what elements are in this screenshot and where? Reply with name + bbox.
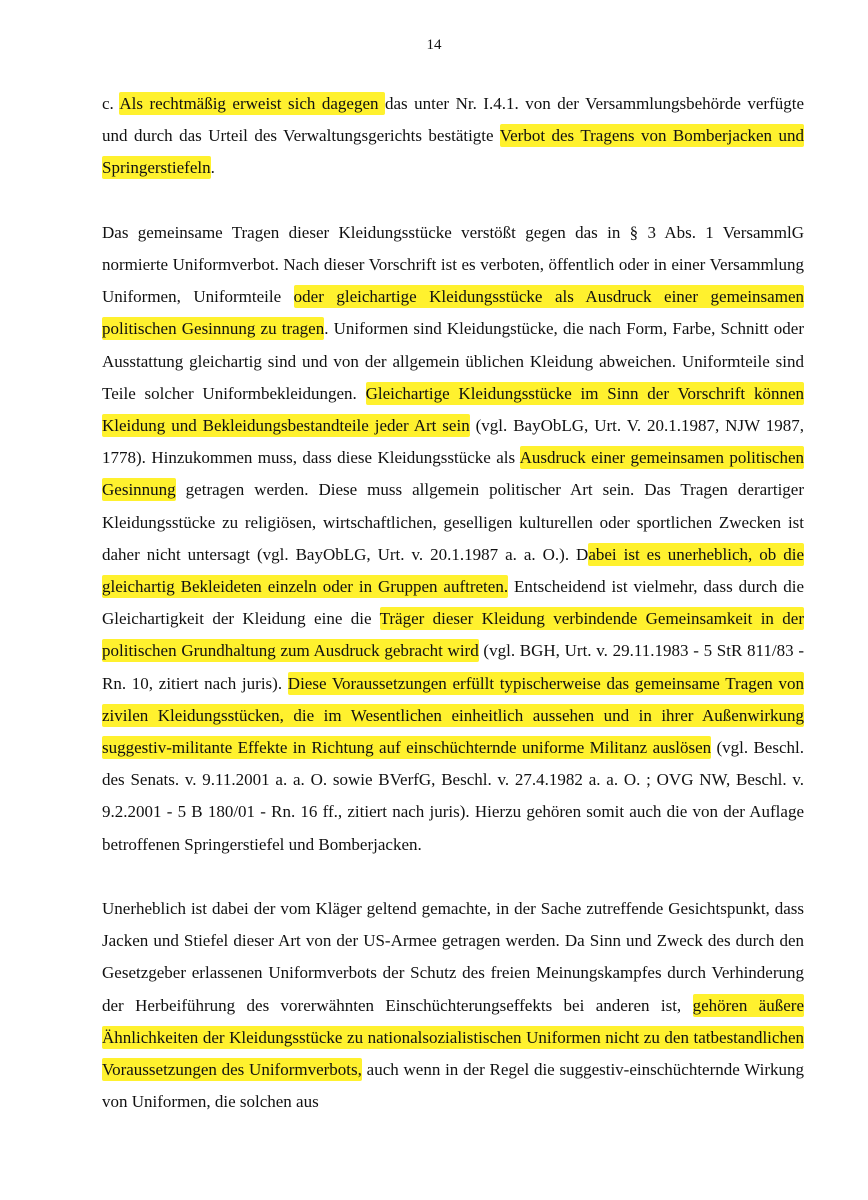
- paragraph-gap: [102, 861, 804, 893]
- text-segment: Das gemeinsame Tragen dieser Kleidungsstücke verstößt gegen das in § 3 Abs. 1 VersammlG normierte Uniformverbot. Nach dieser Vorschrift ist es verboten, öffentlich oder in einer Versammlung Uniformen, Uniformteile: [102, 222, 804, 307]
- paragraph-1: [102, 88, 804, 185]
- highlighted-text: Diese Voraussetzungen erfüllt typischerweise das gemeinsame Tragen von zivilen Kleidungsstücken, die im Wesentlichen einheitlich aussehen und in ihrer Außenwirkung suggestiv-militante Effekte in Richtung auf einschüchternde uniforme Militanz auslösen: [102, 673, 804, 758]
- text-segment: (vgl. Beschl. des Senats. v. 9.11.2001 a. a. O. sowie BVerfG, Beschl. v. 27.4.1982 a. a. O. ; OVG NW, Beschl. v. 9.2.2001 - 5 B 180/01 - Rn. 16 ff., zitiert nach juris). Hierzu gehören somit auch die von der Auflage betroffenen Springerstiefel und Bomberjacken.: [102, 738, 804, 854]
- highlighted-text: Ausdruck einer gemeinsamen politischen Gesinnung: [102, 448, 805, 500]
- paragraph-3: [102, 893, 804, 1118]
- text-segment: .: [210, 158, 215, 178]
- highlighted-text: Gleichartige Kleidungsstücke im Sinn der Vorschrift können Kleidung und Bekleidungsbestandteile jeder Art sein: [102, 383, 804, 436]
- page-number: 14: [426, 37, 442, 53]
- paragraph-2: [102, 217, 804, 861]
- highlighted-text: Als rechtmäßig erweist sich dagegen: [119, 94, 385, 113]
- highlighted-text: abei ist es unerheblich, ob die gleichartig Bekleideten einzeln oder in Gruppen auftreten.: [102, 544, 804, 597]
- body-text: [102, 88, 804, 1118]
- text-segment: getragen werden. Diese muss allgemein politischer Art sein. Das Tragen derartiger Kleidungsstücke zu religiösen, wirtschaftlichen, geselligen kulturellen oder sportlichen Zwecken ist daher nicht untersagt (vgl. BayObLG, Urt. v. 20.1.1987 a. a. O.). D: [102, 480, 804, 564]
- highlighted-text: Träger dieser Kleidung verbindende Gemeinsamkeit in der politischen Grundhaltung zum Ausdruck gebracht wird: [102, 609, 805, 661]
- highlighted-text: gehören äußere Ähnlichkeiten der Kleidungsstücke zu nationalsozialistischen Uniformen nicht zu den tatbestandlichen Voraussetzungen des Uniformverbots,: [102, 995, 804, 1080]
- text-segment: (vgl. BGH, Urt. v. 29.11.1983 - 5 StR 811/83 - Rn. 10, zitiert nach juris).: [102, 641, 804, 693]
- text-segment: auch wenn in der Regel die suggestiv-einschüchternde Wirkung von Uniformen, die solchen aus: [102, 1060, 804, 1112]
- text-segment: c.: [102, 94, 120, 113]
- highlighted-text: oder gleichartige Kleidungsstücke als Ausdruck einer gemeinsamen politischen Gesinnung zu tragen: [102, 287, 804, 339]
- text-segment: . Uniformen sind Kleidungstücke, die nach Form, Farbe, Schnitt oder Ausstattung gleichartig sind und von der allgemein üblichen Kleidung abweichen. Uniformteile sind Teile solcher Uniformbekleidungen.: [102, 319, 804, 403]
- text-segment: das unter Nr. I.4.1. von der Versammlungsbehörde verfügte und durch das Urteil des Verwaltungsgerichts bestätigte: [102, 94, 805, 146]
- text-segment: Entscheidend ist vielmehr, dass durch die Gleichartigkeit der Kleidung eine die: [102, 577, 805, 629]
- highlighted-text: Verbot des Tragens von Bomberjacken und Springerstiefeln: [102, 126, 804, 178]
- text-segment: Unerheblich ist dabei der vom Kläger geltend gemachte, in der Sache zutreffende Gesichtspunkt, dass Jacken und Stiefel dieser Art von der US-Armee getragen werden. Da Sinn und Zweck des durch den Gesetzgeber erlassenen Uniformverbots der Schutz des freien Meinungskampfes durch Verhinderung der Herbeiführung des vorerwähnten Einschüchterungseffekts bei anderen ist,: [102, 899, 804, 1015]
- text-segment: (vgl. BayObLG, Urt. V. 20.1.1987, NJW 1987, 1778). Hinzukommen muss, dass diese Kleidungsstücke als: [102, 416, 804, 468]
- paragraph-gap: [102, 185, 804, 217]
